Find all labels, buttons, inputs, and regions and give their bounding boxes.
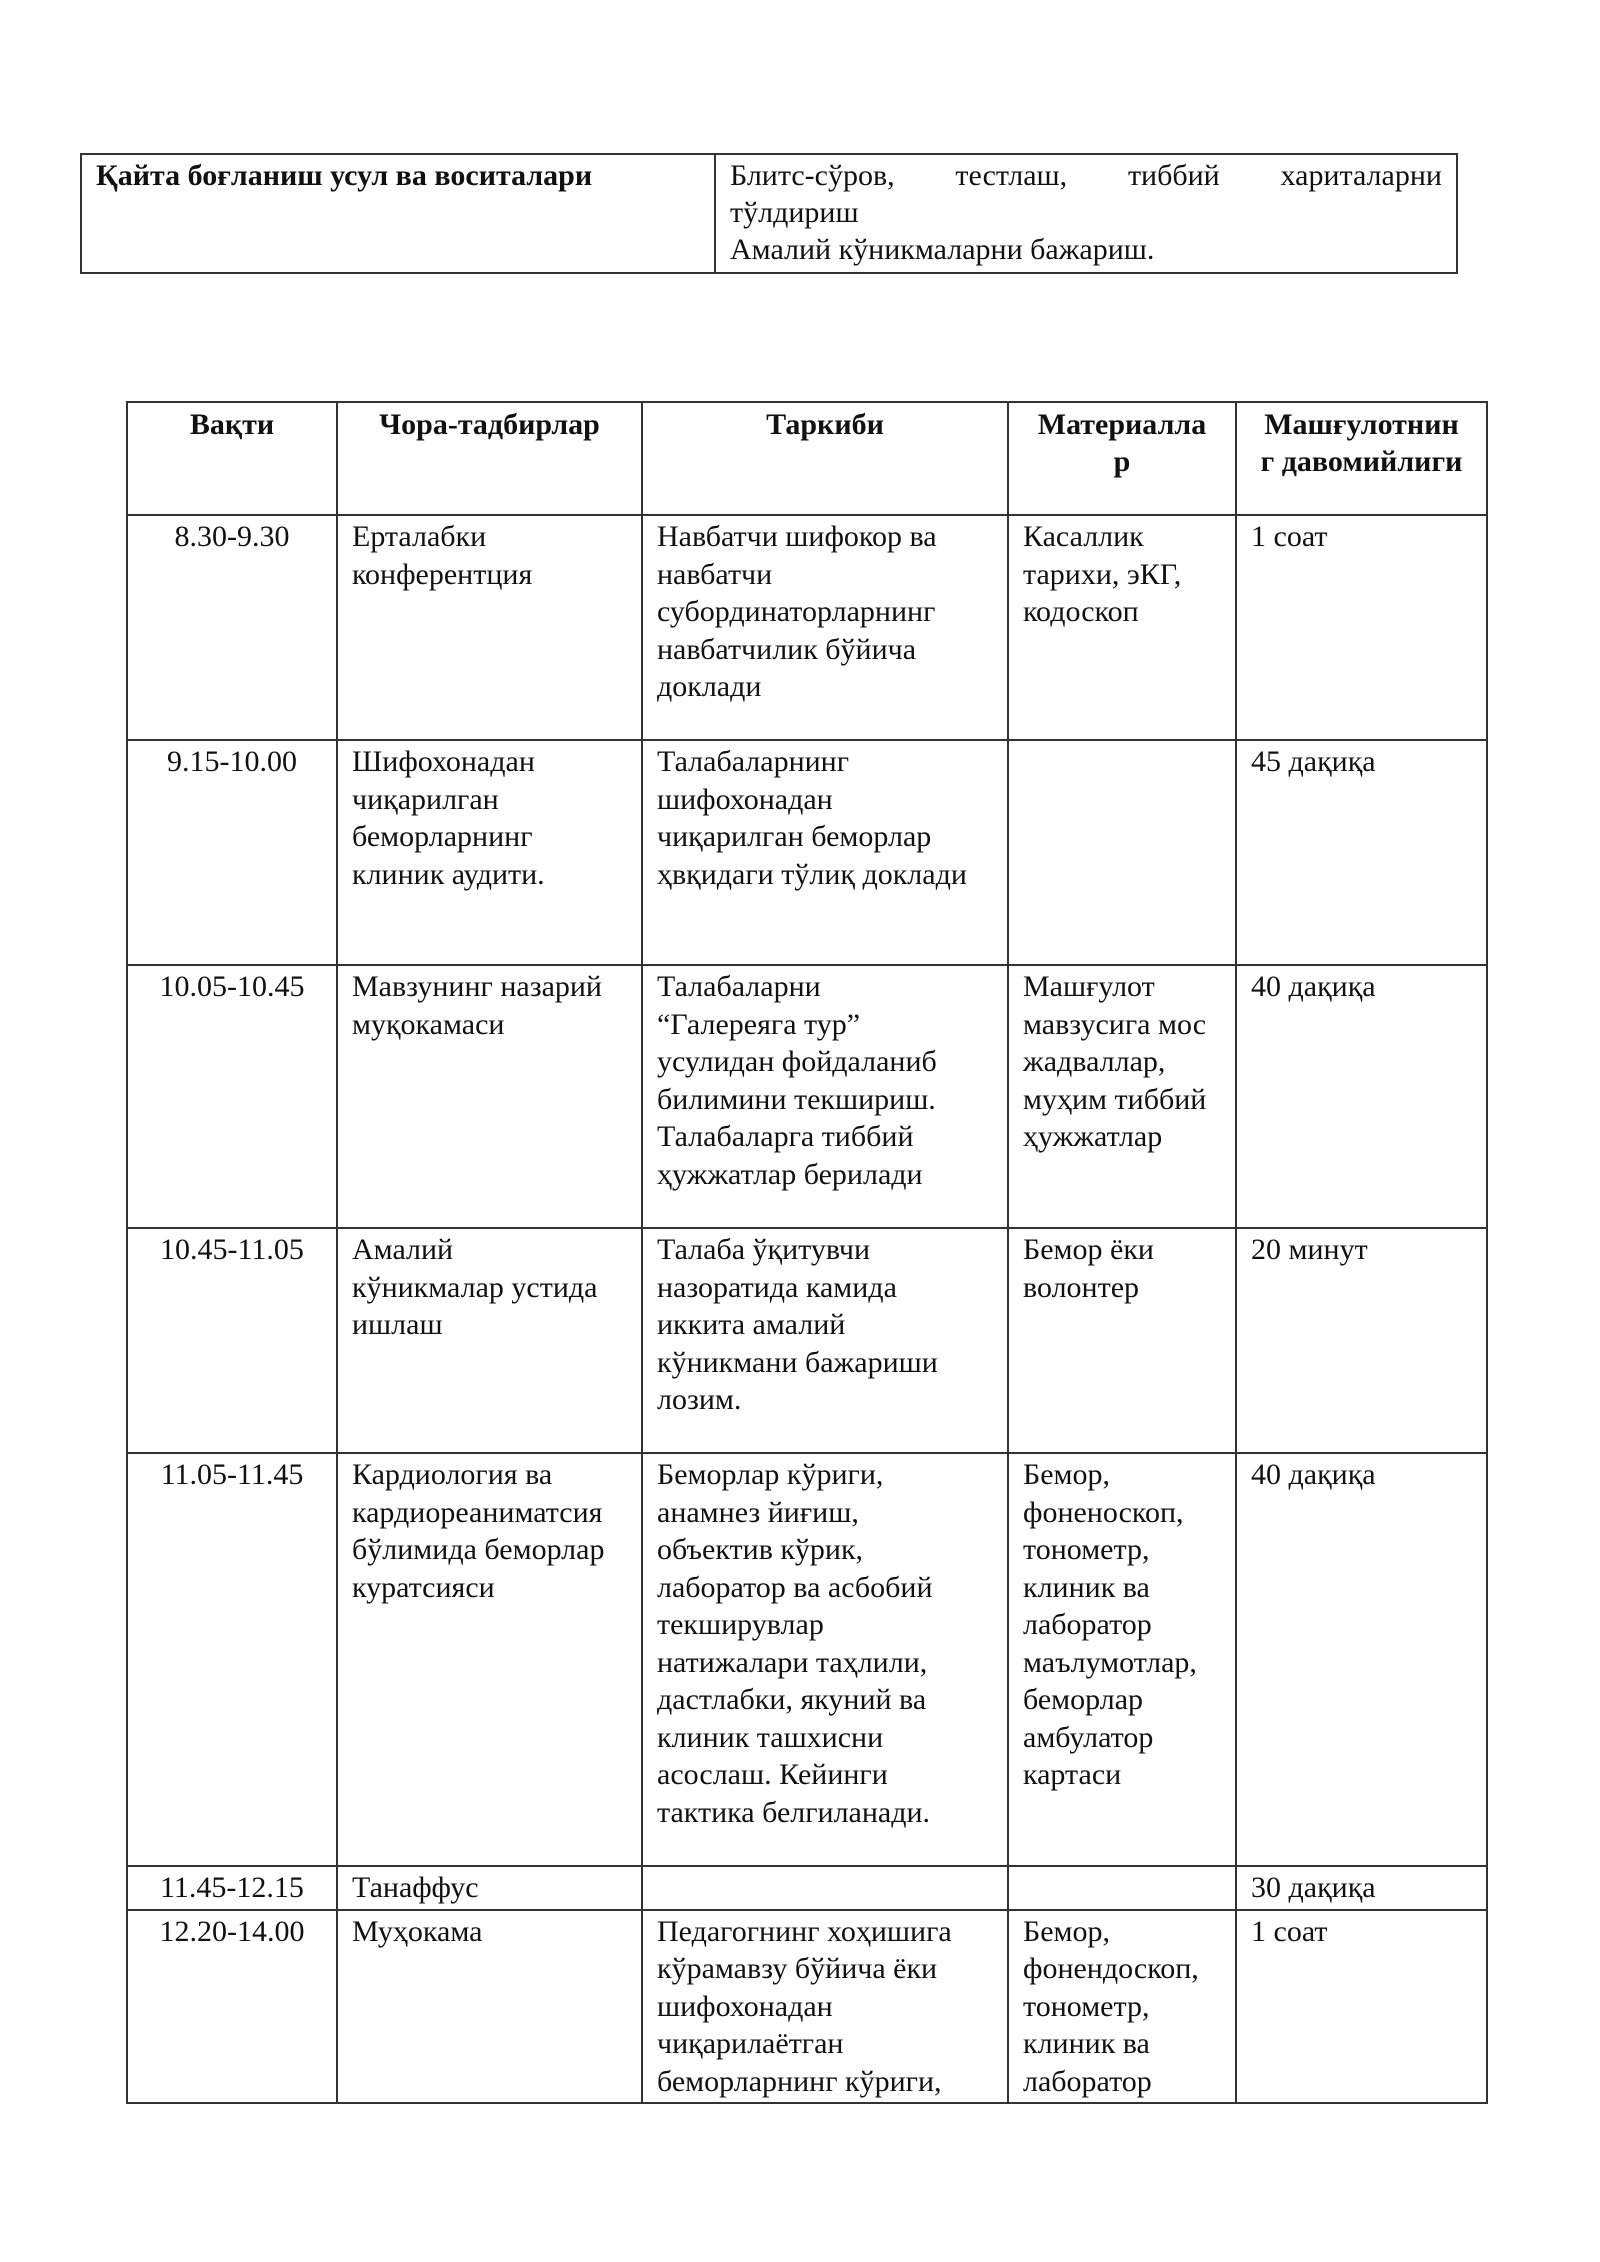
table-row bbox=[127, 1910, 1487, 2104]
cell-duration: 40 дақиқа bbox=[1236, 1453, 1487, 1866]
feedback-word: тестлаш, bbox=[955, 159, 1068, 192]
table-row bbox=[127, 1228, 1487, 1453]
cell-duration: 45 дақиқа bbox=[1236, 740, 1487, 965]
cell-time: 10.45-11.05 bbox=[127, 1228, 337, 1453]
schedule-table bbox=[126, 401, 1488, 2104]
cell-activity: Ерталабки конферентция bbox=[337, 515, 642, 740]
feedback-methods-line-2: тўлдириш bbox=[730, 196, 859, 229]
cell-content: Навбатчи шифокор ва навбатчи субординаторларнинг навбатчилик бўйича доклади bbox=[642, 515, 1008, 740]
header-time: Вақти bbox=[127, 402, 337, 515]
cell-content: Беморлар кўриги, анамнез йиғиш, объектив кўрик, лаборатор ва асбобий текширувлар натижалари таҳлили, дастлабки, якуний ва клиник ташхисни асослаш. Кейинги тактика белгиланади. bbox=[642, 1453, 1008, 1866]
cell-duration: 20 минут bbox=[1236, 1228, 1487, 1453]
cell-materials: Касаллик тарихи, эКГ, кодоскоп bbox=[1008, 515, 1236, 740]
feedback-word: Блитс-сўров, bbox=[730, 159, 895, 192]
table-row bbox=[127, 740, 1487, 965]
cell-content: Талабаларни “Галереяга тур” усулидан фойдаланиб билимини текшириш. Талабаларга тиббий ҳужжатлар берилади bbox=[642, 965, 1008, 1228]
header-materials: Материалла р bbox=[1008, 402, 1236, 515]
table-row bbox=[127, 1453, 1487, 1866]
cell-content: Талаба ўқитувчи назоратида камида иккита амалий кўникмани бажариши лозим. bbox=[642, 1228, 1008, 1453]
feedback-methods-line-3: Амалий кўникмаларни бажариш. bbox=[730, 233, 1155, 266]
cell-materials bbox=[1008, 1866, 1236, 1910]
cell-content bbox=[642, 1866, 1008, 1910]
cell-duration: 1 соат bbox=[1236, 515, 1487, 740]
cell-time: 9.15-10.00 bbox=[127, 740, 337, 965]
feedback-methods-table bbox=[80, 153, 1458, 274]
cell-content: Педагогнинг хоҳишига кўрамавзу бўйича ёки шифохонадан чиқарилаётган беморларнинг кўриги, bbox=[642, 1910, 1008, 2104]
table-row bbox=[127, 1866, 1487, 1910]
cell-materials: Машғулот мавзусига мос жадваллар, муҳим тиббий ҳужжатлар bbox=[1008, 965, 1236, 1228]
feedback-methods-label: Қайта боғланиш усул ва воситалари bbox=[81, 154, 715, 273]
cell-activity: Танаффус bbox=[337, 1866, 642, 1910]
cell-time: 10.05-10.45 bbox=[127, 965, 337, 1228]
cell-materials: Бемор, фонендоскоп, тонометр, клиник ва лаборатор bbox=[1008, 1910, 1236, 2104]
cell-content: Талабаларнинг шифохонадан чиқарилган беморлар ҳвқидаги тўлиқ доклади bbox=[642, 740, 1008, 965]
cell-activity: Мавзунинг назарий муқокамаси bbox=[337, 965, 642, 1228]
feedback-word: тиббий bbox=[1127, 159, 1220, 192]
cell-time: 8.30-9.30 bbox=[127, 515, 337, 740]
feedback-methods-line-1 bbox=[730, 157, 1442, 194]
cell-duration: 40 дақиқа bbox=[1236, 965, 1487, 1228]
cell-activity: Кардиология ва кардиореаниматсия бўлимида беморлар куратсияси bbox=[337, 1453, 642, 1866]
cell-activity: Муҳокама bbox=[337, 1910, 642, 2104]
cell-materials: Бемор, фоненоскоп, тонометр, клиник ва лаборатор маълумотлар, беморлар амбулатор картаси bbox=[1008, 1453, 1236, 1866]
feedback-methods-row bbox=[81, 154, 1457, 273]
cell-time: 12.20-14.00 bbox=[127, 1910, 337, 2104]
table-row bbox=[127, 515, 1487, 740]
header-activities: Чора-тадбирлар bbox=[337, 402, 642, 515]
cell-materials bbox=[1008, 740, 1236, 965]
header-duration: Машғулотнин г давомийлиги bbox=[1236, 402, 1487, 515]
cell-duration: 30 дақиқа bbox=[1236, 1866, 1487, 1910]
header-content: Таркиби bbox=[642, 402, 1008, 515]
cell-activity: Шифохонадан чиқарилган беморларнинг клиник аудити. bbox=[337, 740, 642, 965]
cell-time: 11.05-11.45 bbox=[127, 1453, 337, 1866]
feedback-word: хариталарни bbox=[1280, 159, 1442, 192]
cell-materials: Бемор ёки волонтер bbox=[1008, 1228, 1236, 1453]
cell-activity: Амалий кўникмалар устида ишлаш bbox=[337, 1228, 642, 1453]
table-row bbox=[127, 965, 1487, 1228]
schedule-header-row bbox=[127, 402, 1487, 515]
feedback-methods-value bbox=[715, 154, 1457, 273]
cell-duration: 1 соат bbox=[1236, 1910, 1487, 2104]
cell-time: 11.45-12.15 bbox=[127, 1866, 337, 1910]
